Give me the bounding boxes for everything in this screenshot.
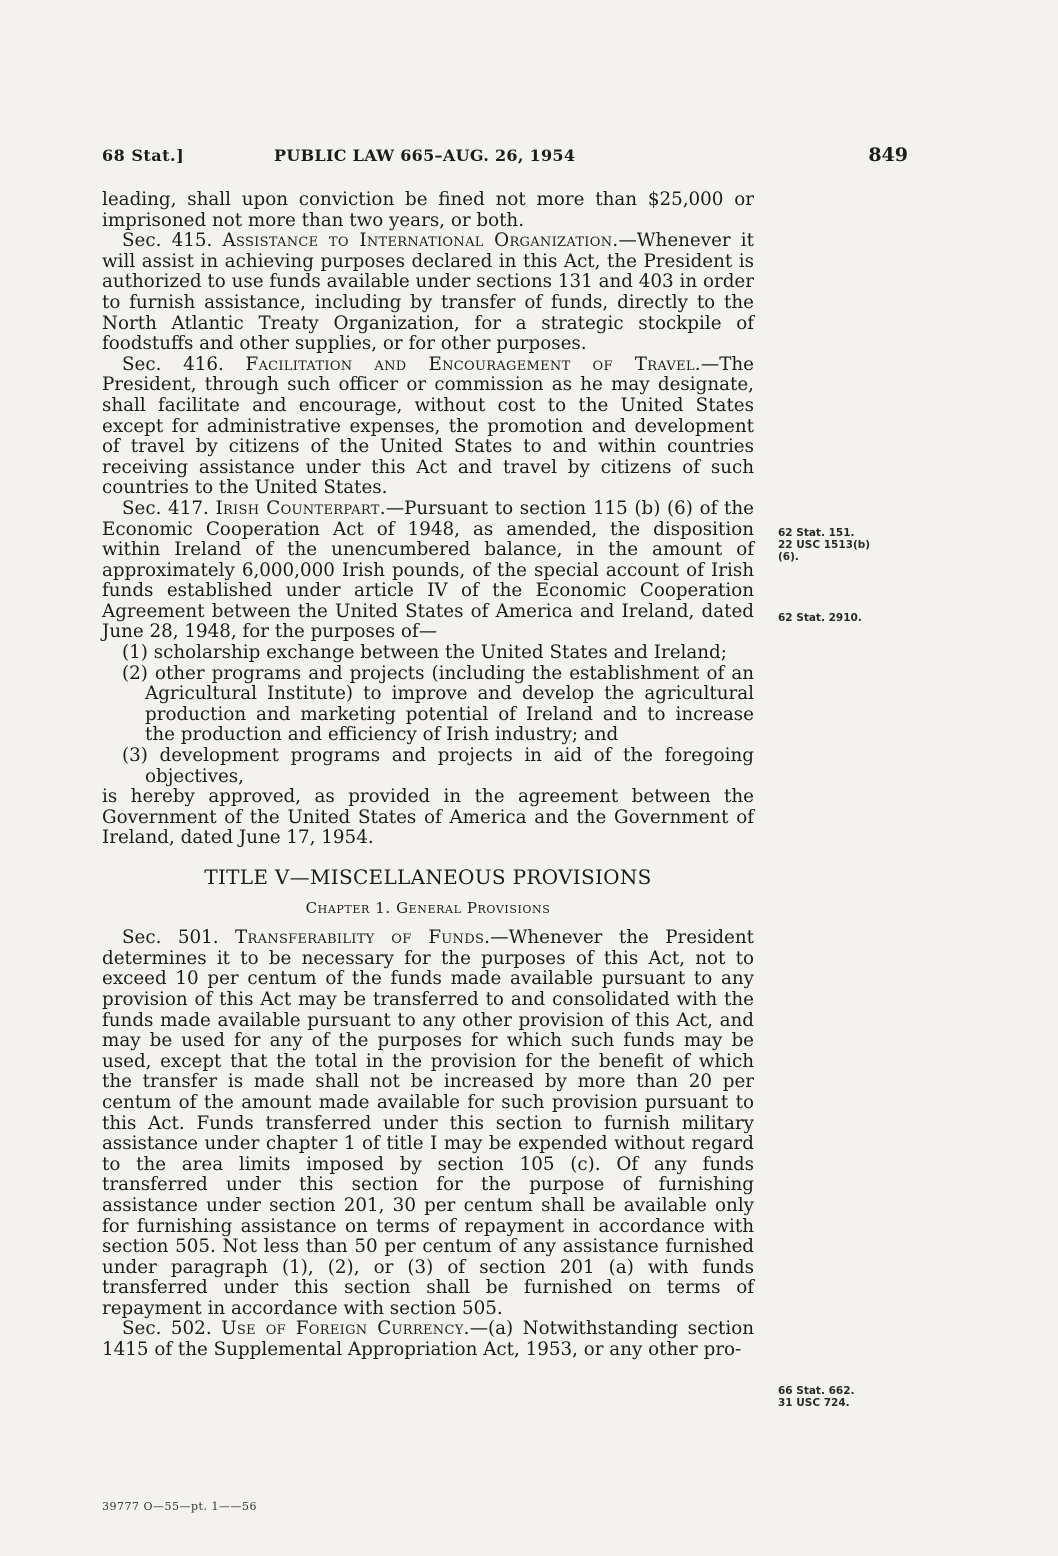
statute-volume: 68 Stat.] <box>102 146 185 165</box>
section-text: —Whenever the President determines it to be necessary for the purposes of this Act, not to exceed 10 per centum of the funds made available pursuant to any provision of this Act may be transferred to and consolidated with the funds made available pursuant to any other provision of this Act, and may be used for any of the purposes for which such funds may be used, except that the total in the provision for the benefit of which the transfer is made shall not be increased by more than 20 per centum of the amount made available for such provision pursuant to this Act. Funds transferred under this section to furnish military assistance under chapter 1 of title I may be expended without regard to the area limits imposed by section 105 (c). Of any funds transferred under this section for the purpose of furnishing assistance under section 201, 30 per centum shall be available only for furnishing assistance on terms of repayment in accordance with section 505. Not less than 50 per centum of any assistance furnished under paragraph (1), (2), or (3) of section 201 (a) with funds transferred under this section shall be furnished on terms of repayment in accordance with section 505. <box>102 927 754 1319</box>
section-heading: Transferability of Funds. <box>235 927 491 949</box>
citation-line: 31 USC 724. <box>778 1397 850 1409</box>
margin-citation-2: 62 Stat. 2910. <box>778 612 862 624</box>
body-text <box>102 190 754 1361</box>
printing-footer: 39777 O—55—pt. 1——56 <box>102 1500 257 1513</box>
section-417-close: is hereby approved, as provided in the agreement between the Government of the United States of America and the Government of Ireland, dated June 17, 1954. <box>102 786 754 849</box>
margin-citation-1 <box>778 527 870 563</box>
law-title: PUBLIC LAW 665–AUG. 26, 1954 <box>274 146 576 165</box>
section-501 <box>102 928 754 1319</box>
running-header <box>102 146 908 170</box>
section-text: —(a) Notwithstanding section 1415 of the Supplemental Appropriation Act, 1953, or any other pro- <box>102 1318 754 1361</box>
list-item: (2) other programs and projects (including the establishment of an Agricultural Institute) to improve and develop the agricultural production and marketing potential of Ireland and to increase the production and efficiency of Irish industry; and <box>122 662 754 746</box>
section-416 <box>102 355 754 499</box>
section-502 <box>102 1319 754 1360</box>
list-item: (3) development programs and projects in aid of the foregoing objectives, <box>122 745 754 787</box>
section-number: Sec. 501. <box>122 927 219 949</box>
list-item: (1) scholarship exchange between the United States and Ireland; <box>122 642 727 664</box>
citation-line: (6). <box>778 551 799 563</box>
section-number: Sec. 416. <box>122 353 224 375</box>
paragraph-continuation: leading, shall upon conviction be fined not more than $25,000 or imprisoned not more than two years, or both. <box>102 189 754 231</box>
section-text: —Whenever it will assist in achieving purposes declared in this Act, the President is authorized to use funds available under sections 131 and 403 in order to furnish assistance, including by transfer of funds, directly to the North Atlantic Treaty Organization, for a strategic stockpile of foodstuffs and other supplies, or for other purposes. <box>102 230 754 355</box>
section-text: —Pursuant to section 115 (b) (6) of the Economic Cooperation Act of 1948, as amended, the disposition within Ireland of the unencumbered balance, in the amount of approximately 6,000,000 Irish pounds, of the special account of Irish funds established under article IV of the Economic Cooperation Agreement between the United States of America and Ireland, dated June 28, 1948, for the purposes of— <box>102 497 754 643</box>
section-number: Sec. 415. <box>122 230 213 252</box>
page-number: 849 <box>868 144 908 166</box>
section-heading: Use of Foreign Currency. <box>221 1318 470 1340</box>
section-heading: Assistance to International Organization. <box>222 230 619 252</box>
section-heading: Irish Counterpart. <box>215 497 386 519</box>
citation-line: 66 Stat. 662. <box>778 1385 855 1397</box>
section-number: Sec. 417. <box>122 497 209 519</box>
section-415 <box>102 231 754 355</box>
citation-line: 22 USC 1513(b) <box>778 539 871 551</box>
citation-line: 62 Stat. 151. <box>778 527 855 539</box>
margin-citation-3 <box>778 1385 855 1409</box>
chapter-heading: Chapter 1. General Provisions <box>305 898 551 917</box>
title-heading: TITLE V—MISCELLANEOUS PROVISIONS <box>204 865 652 889</box>
section-text: —The President, through such officer or commission as he may designate, shall facilitate and encourage, without cost to the United States except for administrative expenses, the promotion and development of travel by citizens of the United States to and within countries receiving assistance under this Act and travel by citizens of such countries to the United States. <box>102 353 754 499</box>
section-number: Sec. 502. <box>122 1318 212 1340</box>
section-heading: Facilitation and Encouragement of Travel. <box>245 353 701 375</box>
section-417 <box>102 499 754 643</box>
